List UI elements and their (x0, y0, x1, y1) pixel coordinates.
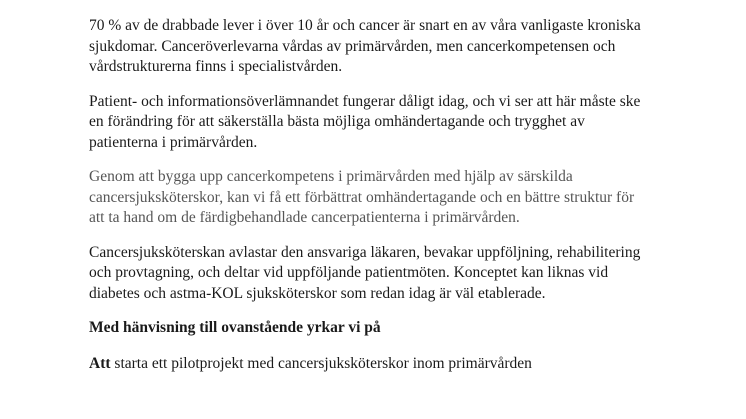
claim-text: starta ett pilotprojekt med cancersjuksköterskor inom primärvården (110, 354, 532, 372)
section-heading: Med hänvisning till ovanstående yrkar vi på (89, 319, 381, 336)
paragraph-handover: Patient- och informationsöverlämnandet fungerar dåligt idag, och vi ser att här måste ske en förändring för att säkerställa bästa möjliga omhändertagande och trygghet av patienterna i primärvården. (89, 92, 641, 151)
paragraph-competence: Genom att bygga upp cancerkompetens i primärvården med hjälp av särskilda cancersjuksköterskor, kan vi få ett förbättrat omhändertagande och en bättre struktur för att ta hand om de färdigbehandlade cancerpatienterna i primärvården. (89, 168, 635, 226)
paragraph-nurse-role: Cancersjuksköterskan avlastar den ansvariga läkaren, bevakar uppföljning, rehabilitering och provtagning, och deltar vid uppföljande patientmöten. Konceptet kan liknas vid diabetes och astma-KOL sjuksköterskor som redan idag är väl etablerade. (89, 243, 641, 302)
document-page (89, 16, 649, 388)
claim-paragraph (89, 354, 649, 375)
paragraph-survival: 70 % av de drabbade lever i över 10 år och cancer är snart en av våra vanligaste kroniska sjukdomar. Canceröverlevarna vårdas av primärvården, men cancerkompetensen och vårdstrukturerna finns i specialistvården. (89, 17, 641, 75)
claim-lead: Att (89, 354, 111, 372)
